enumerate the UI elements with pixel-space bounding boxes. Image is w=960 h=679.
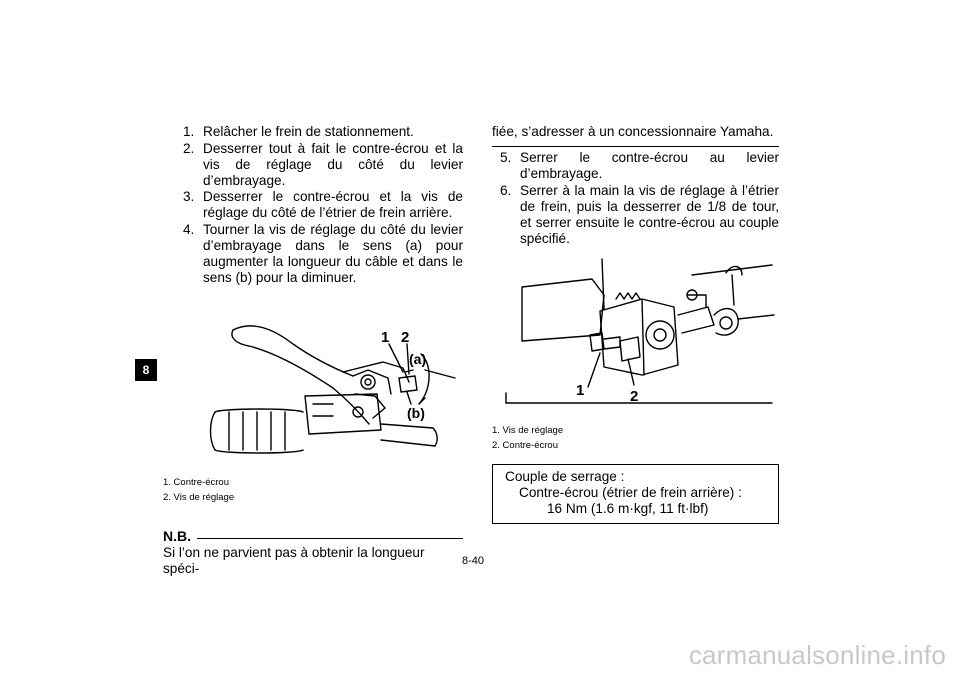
legend-item: 1. Vis de réglage (492, 424, 564, 436)
right-figure-legend (492, 423, 779, 453)
callout-2: 2 (401, 328, 410, 346)
watermark: carmanualsonline.info (688, 640, 946, 670)
torque-title: Couple de serrage : (505, 468, 625, 484)
right-steps (492, 150, 779, 247)
torque-spec-box (492, 464, 779, 524)
torque-value: 16 Nm (1.6 m·kgf, 11 ft·lbf) (547, 500, 709, 516)
legend-item: 1. Contre-écrou (163, 476, 230, 488)
chapter-tab: 8 (135, 359, 157, 381)
clutch-lever-illustration (163, 312, 463, 475)
page-number: 8-40 (462, 555, 485, 567)
clutch-lever-figure (163, 312, 463, 475)
legend-item: 2. Contre-écrou (492, 439, 559, 451)
callout-2: 2 (630, 387, 639, 405)
callout-1: 1 (576, 381, 585, 399)
callout-b: (b) (407, 404, 425, 421)
list-item: 4. Tourner la vis de réglage du côté du levier d’embrayage dans le sens (a) pour augmenter la longueur du câble et dans le sens (b) pour la diminuer. (183, 221, 463, 285)
list-item: 2. Desserrer tout à fait le contre-écrou et la vis de réglage du côté du levier d’embrayage. (183, 140, 463, 188)
left-column (163, 124, 463, 577)
callout-a: (a) (409, 350, 427, 367)
list-item: 6. Serrer à la main la vis de réglage à l’étrier de frein, puis la desserrer de 1/8 de tour, et serrer ensuite le contre-écrou au couple spécifié. (500, 182, 779, 246)
brake-caliper-illustration (492, 255, 779, 423)
list-item: 3. Desserrer le contre-écrou et la vis de réglage du côté de l’étrier de frein arrière. (183, 189, 463, 220)
nb-heading: N.B. (163, 528, 463, 544)
left-steps (163, 124, 463, 286)
legend-item: 2. Vis de réglage (163, 491, 235, 503)
left-figure-legend (163, 475, 463, 505)
caliper-figure (492, 255, 779, 423)
callout-1: 1 (381, 328, 390, 346)
section-rule (492, 146, 779, 147)
right-column (492, 124, 779, 524)
continued-text: fiée, s’adresser à un concessionnaire Yamaha. (492, 124, 774, 139)
list-item: 1. Relâcher le frein de stationnement. (183, 124, 414, 139)
list-item: 5. Serrer le contre-écrou au levier d’embrayage. (500, 150, 779, 181)
torque-item: Contre-écrou (étrier de frein arrière) : (519, 484, 742, 500)
nb-text: Si l’on ne parvient pas à obtenir la longueur spéci- (163, 544, 425, 576)
